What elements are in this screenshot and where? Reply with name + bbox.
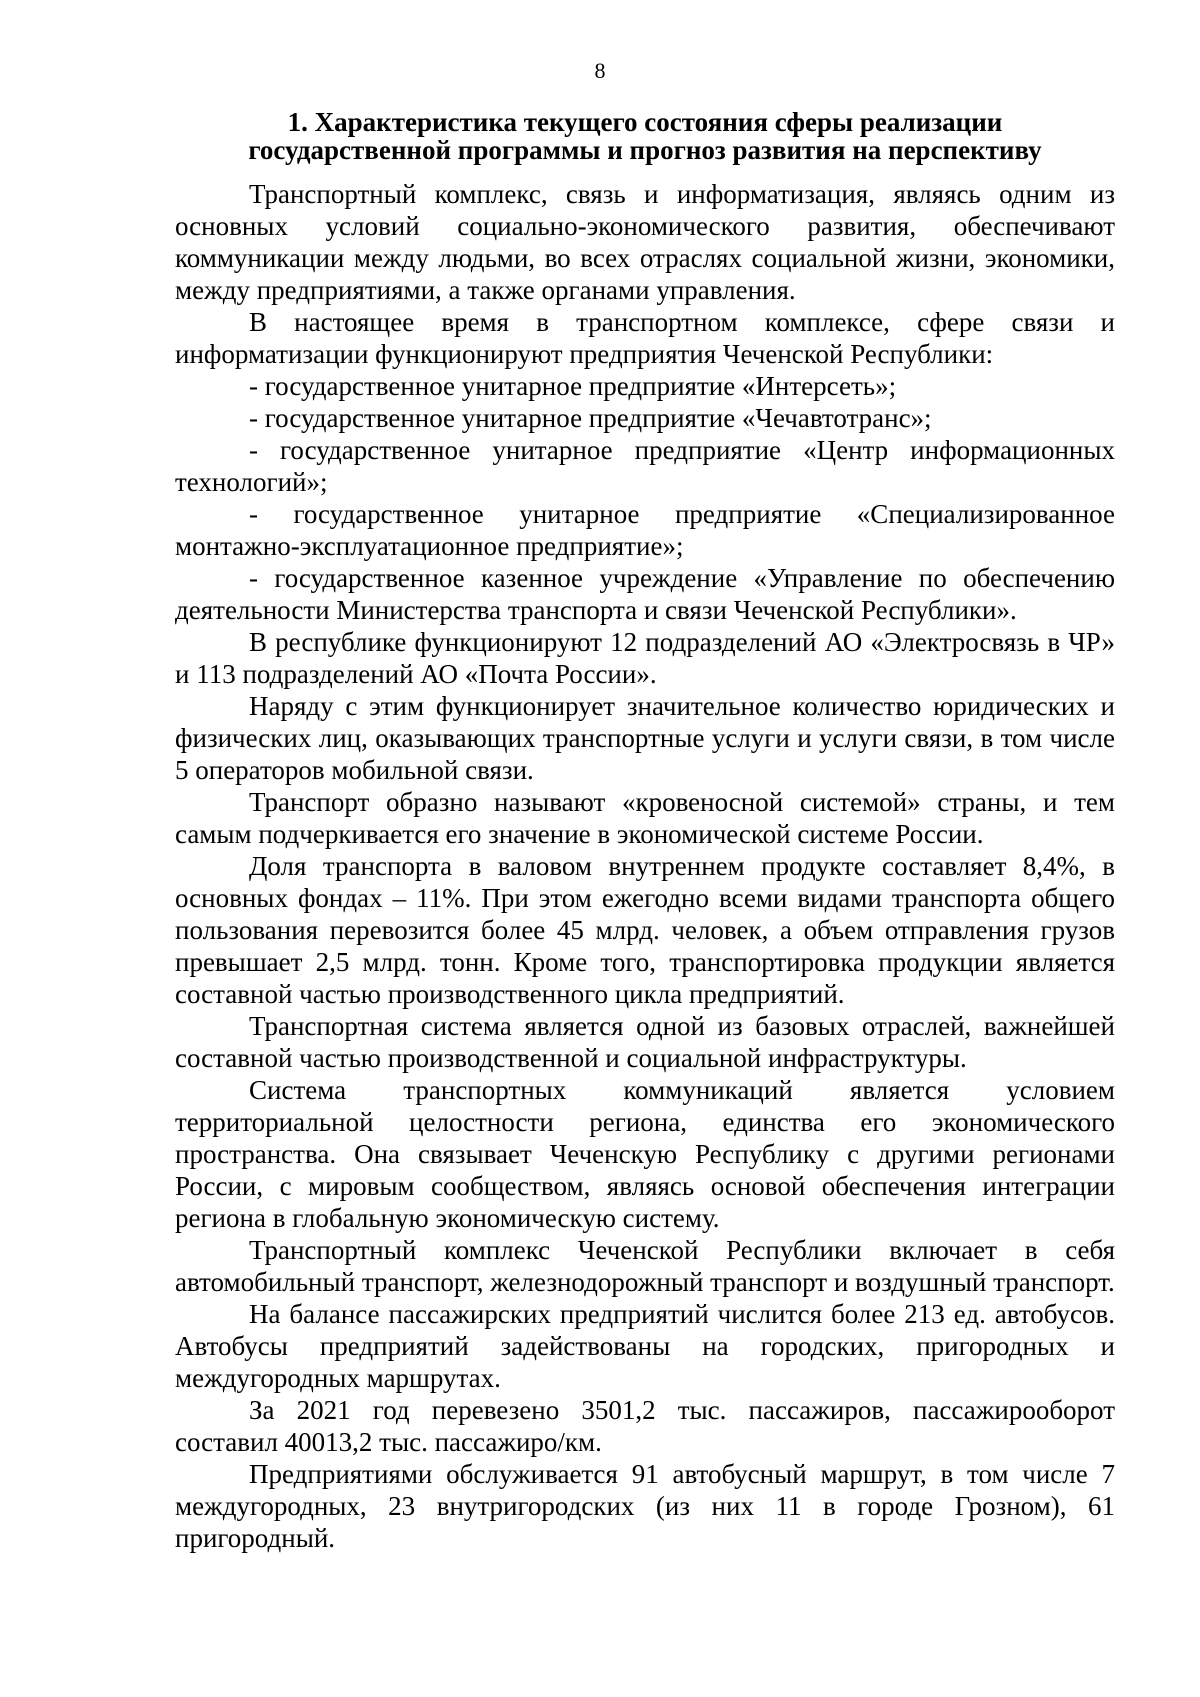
paragraph: Доля транспорта в валовом внутреннем продукте составляет 8,4%, в основных фондах – 11%. При этом ежегодно всеми видами транспорта общего пользования перевозится более 45 млрд. человек, а объем отправления грузов превышает 2,5 млрд. тонн. Кроме того, транспортировка продукции является составной частью производственного цикла предприятий. — [175, 851, 1115, 1009]
list-item: - государственное унитарное предприятие «Специализированное монтажно-эксплуатационное предприятие»; — [175, 499, 1115, 561]
paragraph: Наряду с этим функционирует значительное количество юридических и физических лиц, оказывающих транспортные услуги и услуги связи, в том числе 5 операторов мобильной связи. — [175, 691, 1115, 785]
paragraph: Транспортный комплекс, связь и информатизация, являясь одним из основных условий социально-экономического развития, обеспечивают коммуникации между людьми, во всех отраслях социальной жизни, экономики, между предприятиями, а также органами управления. — [175, 179, 1115, 305]
paragraph: В настоящее время в транспортном комплексе, сфере связи и информатизации функционируют предприятия Чеченской Республики: — [175, 307, 1115, 369]
list-item: - государственное унитарное предприятие «Центр информационных технологий»; — [175, 435, 1115, 497]
page-number: 8 — [594, 58, 606, 83]
paragraph: На балансе пассажирских предприятий числится более 213 ед. автобусов. Автобусы предприятий задействованы на городских, пригородных и междугородных маршрутах. — [175, 1299, 1115, 1393]
paragraph: За 2021 год перевезено 3501,2 тыс. пассажиров, пассажирооборот составил 40013,2 тыс. пассажиро/км. — [175, 1395, 1115, 1457]
section-heading-line-2: государственной программы и прогноз развития на перспективу — [248, 135, 1042, 165]
list-item: - государственное унитарное предприятие «Интерсеть»; — [249, 371, 897, 401]
paragraph: Система транспортных коммуникаций является условием территориальной целостности региона, единства его экономического пространства. Она связывает Чеченскую Республику с другими регионами России, с мировым сообществом, являясь основой обеспечения интеграции региона в глобальную экономическую систему. — [175, 1075, 1115, 1233]
paragraph: Транспортная система является одной из базовых отраслей, важнейшей составной частью производственной и социальной инфраструктуры. — [175, 1011, 1115, 1073]
document-body — [175, 108, 1115, 1554]
list-item: - государственное казенное учреждение «Управление по обеспечению деятельности Министерства транспорта и связи Чеченской Республики». — [175, 563, 1115, 625]
section-heading — [175, 108, 1115, 164]
paragraph: В республике функционируют 12 подразделений АО «Электросвязь в ЧР» и 113 подразделений АО «Почта России». — [175, 627, 1115, 689]
paragraph: Транспортный комплекс Чеченской Республики включает в себя автомобильный транспорт, железнодорожный транспорт и воздушный транспорт. — [175, 1235, 1115, 1297]
paragraph: Транспорт образно называют «кровеносной системой» страны, и тем самым подчеркивается его значение в экономической системе России. — [175, 787, 1115, 849]
paragraph: Предприятиями обслуживается 91 автобусный маршрут, в том числе 7 междугородных, 23 внутригородских (из них 11 в городе Грозном), 61 пригородный. — [175, 1459, 1115, 1553]
section-heading-line-1: 1. Характеристика текущего состояния сферы реализации — [287, 107, 1003, 137]
list-item: - государственное унитарное предприятие «Чечавтотранс»; — [249, 403, 932, 433]
